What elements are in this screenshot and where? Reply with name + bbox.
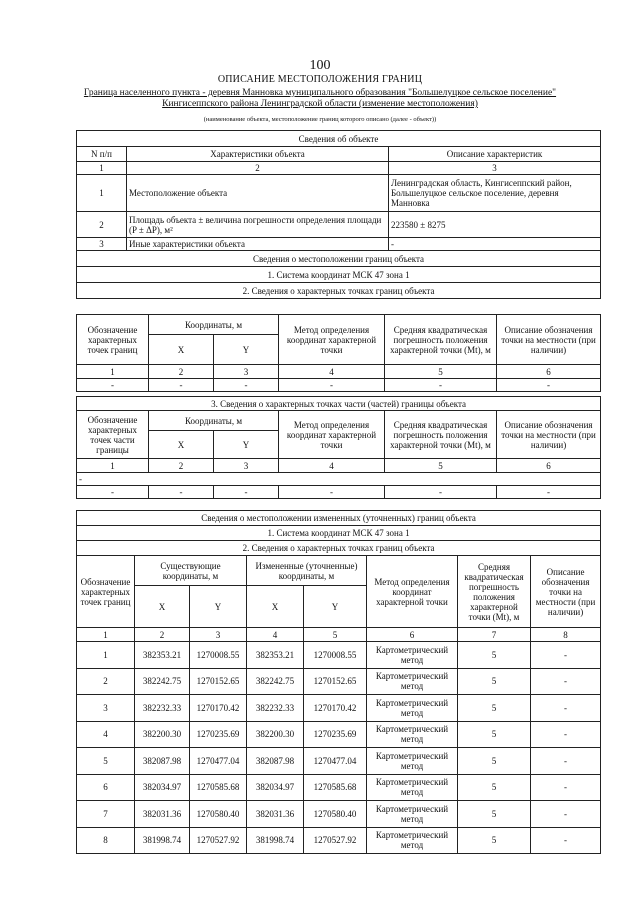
object-name-caption: (наименование объекта, местоположение границ которого описано (далее - объект))	[203, 116, 437, 123]
existing-y: 1270235.69	[190, 721, 247, 748]
changed-x: 382200.30	[247, 721, 304, 748]
changed-y: 1270235.69	[304, 721, 367, 748]
point-description: -	[531, 642, 601, 669]
table-row	[77, 827, 601, 854]
col-index: 7	[458, 628, 531, 642]
col-header-coords: Координаты, м	[149, 411, 279, 431]
error: 5	[458, 668, 531, 695]
document-title: ОПИСАНИЕ МЕСТОПОЛОЖЕНИЯ ГРАНИЦ	[217, 74, 423, 85]
col-index: 1	[77, 162, 127, 175]
col-header-description: Описание обозначения точки на местности (при наличии)	[497, 315, 601, 365]
col-index: 6	[497, 365, 601, 379]
point-description: -	[531, 774, 601, 801]
row-description: 223580 ± 8275	[389, 212, 601, 238]
col-header-x: X	[135, 586, 190, 628]
col-index: 1	[77, 628, 135, 642]
changed-y: 1270580.40	[304, 801, 367, 828]
row-number: 2	[77, 212, 127, 238]
part-separator-row: -	[77, 473, 601, 486]
col-header-designation: Обозначение характерных точек границ	[77, 556, 135, 628]
col-header-char: Характеристики объекта	[127, 147, 389, 162]
changed-y: 1270170.42	[304, 695, 367, 722]
point-description: -	[531, 695, 601, 722]
table-row	[77, 695, 601, 722]
method: Картометрический метод	[367, 642, 458, 669]
existing-x: 382353.21	[135, 642, 190, 669]
error: 5	[458, 774, 531, 801]
row-number: 1	[77, 175, 127, 212]
error: 5	[458, 801, 531, 828]
col-header-x: X	[149, 431, 214, 459]
table-cell: -	[214, 379, 279, 392]
error: 5	[458, 642, 531, 669]
col-header-y: Y	[214, 431, 279, 459]
table-row	[77, 801, 601, 828]
col-index: 1	[77, 459, 149, 473]
table-cell: -	[279, 379, 385, 392]
point-description: -	[531, 668, 601, 695]
existing-y: 1270580.40	[190, 801, 247, 828]
point-description: -	[531, 721, 601, 748]
existing-y: 1270170.42	[190, 695, 247, 722]
col-index: 4	[279, 365, 385, 379]
existing-y: 1270477.04	[190, 748, 247, 775]
col-index: 3	[214, 459, 279, 473]
error: 5	[458, 721, 531, 748]
row-characteristic: Иные характеристики объекта	[127, 238, 389, 251]
col-header-x: X	[149, 335, 214, 365]
section-title-object: Сведения об объекте	[77, 131, 601, 147]
col-header-x: X	[247, 586, 304, 628]
existing-x: 382242.75	[135, 668, 190, 695]
point-description: -	[531, 801, 601, 828]
col-index: 3	[214, 365, 279, 379]
col-header-method: Метод определения координат характерной точки	[367, 556, 458, 628]
col-index: 2	[127, 162, 389, 175]
existing-x: 382232.33	[135, 695, 190, 722]
table-cell: -	[385, 379, 497, 392]
page-number: 100	[309, 58, 331, 73]
table-cell: -	[497, 379, 601, 392]
table-cell: -	[149, 486, 214, 499]
table-row	[77, 668, 601, 695]
col-index: 8	[531, 628, 601, 642]
row-description: -	[389, 238, 601, 251]
col-header-y: Y	[214, 335, 279, 365]
col-header-error: Средняя квадратическая погрешность положения характерной точки (Mt), м	[458, 556, 531, 628]
existing-x: 382200.30	[135, 721, 190, 748]
point-description: -	[531, 748, 601, 775]
method: Картометрический метод	[367, 774, 458, 801]
existing-y: 1270008.55	[190, 642, 247, 669]
col-index: 1	[77, 365, 149, 379]
row-description: Ленинградская область, Кингисеппский район, Большелуцкое сельское поселение, деревня Манновка	[389, 175, 601, 212]
table-cell: -	[279, 486, 385, 499]
object-info-table	[76, 130, 601, 299]
existing-x: 382034.97	[135, 774, 190, 801]
col-index: 6	[367, 628, 458, 642]
col-index: 2	[149, 459, 214, 473]
changed-y: 1270527.92	[304, 827, 367, 854]
boundary-points-table	[76, 314, 601, 392]
col-index: 3	[389, 162, 601, 175]
table-cell: -	[385, 486, 497, 499]
existing-y: 1270152.65	[190, 668, 247, 695]
coord-system: 1. Система координат МСК 47 зона 1	[77, 526, 601, 541]
col-index: 6	[497, 459, 601, 473]
col-header-designation: Обозначение характерных точек части границы	[77, 411, 149, 459]
table-cell: -	[214, 486, 279, 499]
existing-x: 381998.74	[135, 827, 190, 854]
point-designation: 5	[77, 748, 135, 775]
col-header-description: Описание обозначения точки на местности (при наличии)	[531, 556, 601, 628]
col-header-description: Описание обозначения точки на местности (при наличии)	[497, 411, 601, 459]
point-designation: 8	[77, 827, 135, 854]
points-title: 2. Сведения о характерных точках границ объекта	[77, 283, 601, 299]
existing-x: 382087.98	[135, 748, 190, 775]
point-designation: 7	[77, 801, 135, 828]
col-header-y: Y	[190, 586, 247, 628]
method: Картометрический метод	[367, 827, 458, 854]
table-cell: -	[497, 486, 601, 499]
object-name: Граница населенного пункта - деревня Манновка муниципального образования "Большелуцкое сельское поселение" Кингисеппского района Ленинградской области (изменение местоположения)	[83, 88, 557, 109]
col-index: 2	[149, 365, 214, 379]
changed-x: 381998.74	[247, 827, 304, 854]
col-header-method: Метод определения координат характерной точки	[279, 315, 385, 365]
changed-y: 1270008.55	[304, 642, 367, 669]
method: Картометрический метод	[367, 695, 458, 722]
changed-y: 1270477.04	[304, 748, 367, 775]
changed-x: 382034.97	[247, 774, 304, 801]
point-designation: 2	[77, 668, 135, 695]
changed-y: 1270585.68	[304, 774, 367, 801]
row-characteristic: Площадь объекта ± величина погрешности определения площади (P ± ΔP), м²	[127, 212, 389, 238]
points-title: 2. Сведения о характерных точках границ объекта	[77, 541, 601, 556]
method: Картометрический метод	[367, 721, 458, 748]
col-header-error: Средняя квадратическая погрешность положения характерной точки (Mt), м	[385, 315, 497, 365]
col-header-method: Метод определения координат характерной точки	[279, 411, 385, 459]
table-row	[77, 774, 601, 801]
method: Картометрический метод	[367, 801, 458, 828]
method: Картометрический метод	[367, 748, 458, 775]
existing-y: 1270585.68	[190, 774, 247, 801]
col-index: 5	[385, 459, 497, 473]
parts-title: 3. Сведения о характерных точках части (частей) границы объекта	[77, 397, 601, 411]
table-cell: -	[77, 379, 149, 392]
section-title-boundaries: Сведения о местоположении границ объекта	[77, 251, 601, 267]
changed-x: 382353.21	[247, 642, 304, 669]
changed-points-table	[76, 510, 601, 854]
table-cell: -	[149, 379, 214, 392]
col-header-coords: Координаты, м	[149, 315, 279, 335]
table-row	[77, 748, 601, 775]
method: Картометрический метод	[367, 668, 458, 695]
changed-x: 382242.75	[247, 668, 304, 695]
changed-x: 382232.33	[247, 695, 304, 722]
point-designation: 4	[77, 721, 135, 748]
point-description: -	[531, 827, 601, 854]
existing-y: 1270527.92	[190, 827, 247, 854]
table-row	[77, 721, 601, 748]
changed-y: 1270152.65	[304, 668, 367, 695]
row-characteristic: Местоположение объекта	[127, 175, 389, 212]
col-index: 5	[304, 628, 367, 642]
part-points-table	[76, 396, 601, 499]
col-index: 4	[279, 459, 385, 473]
section-title-changed: Сведения о местоположении измененных (уточненных) границ объекта	[77, 511, 601, 526]
col-header-existing: Существующие координаты, м	[135, 556, 247, 586]
point-designation: 6	[77, 774, 135, 801]
coord-system: 1. Система координат МСК 47 зона 1	[77, 267, 601, 283]
col-index: 2	[135, 628, 190, 642]
col-index: 3	[190, 628, 247, 642]
col-index: 4	[247, 628, 304, 642]
table-cell: -	[77, 486, 149, 499]
col-header-error: Средняя квадратическая погрешность положения характерной точки (Mt), м	[385, 411, 497, 459]
point-designation: 3	[77, 695, 135, 722]
col-header-y: Y	[304, 586, 367, 628]
col-header-desc: Описание характеристик	[389, 147, 601, 162]
row-number: 3	[77, 238, 127, 251]
point-designation: 1	[77, 642, 135, 669]
error: 5	[458, 748, 531, 775]
col-header-changed: Измененные (уточненные) координаты, м	[247, 556, 367, 586]
error: 5	[458, 827, 531, 854]
changed-x: 382031.36	[247, 801, 304, 828]
col-index: 5	[385, 365, 497, 379]
col-header-designation: Обозначение характерных точек границ	[77, 315, 149, 365]
col-header-num: N п/п	[77, 147, 127, 162]
table-row	[77, 642, 601, 669]
error: 5	[458, 695, 531, 722]
existing-x: 382031.36	[135, 801, 190, 828]
changed-x: 382087.98	[247, 748, 304, 775]
